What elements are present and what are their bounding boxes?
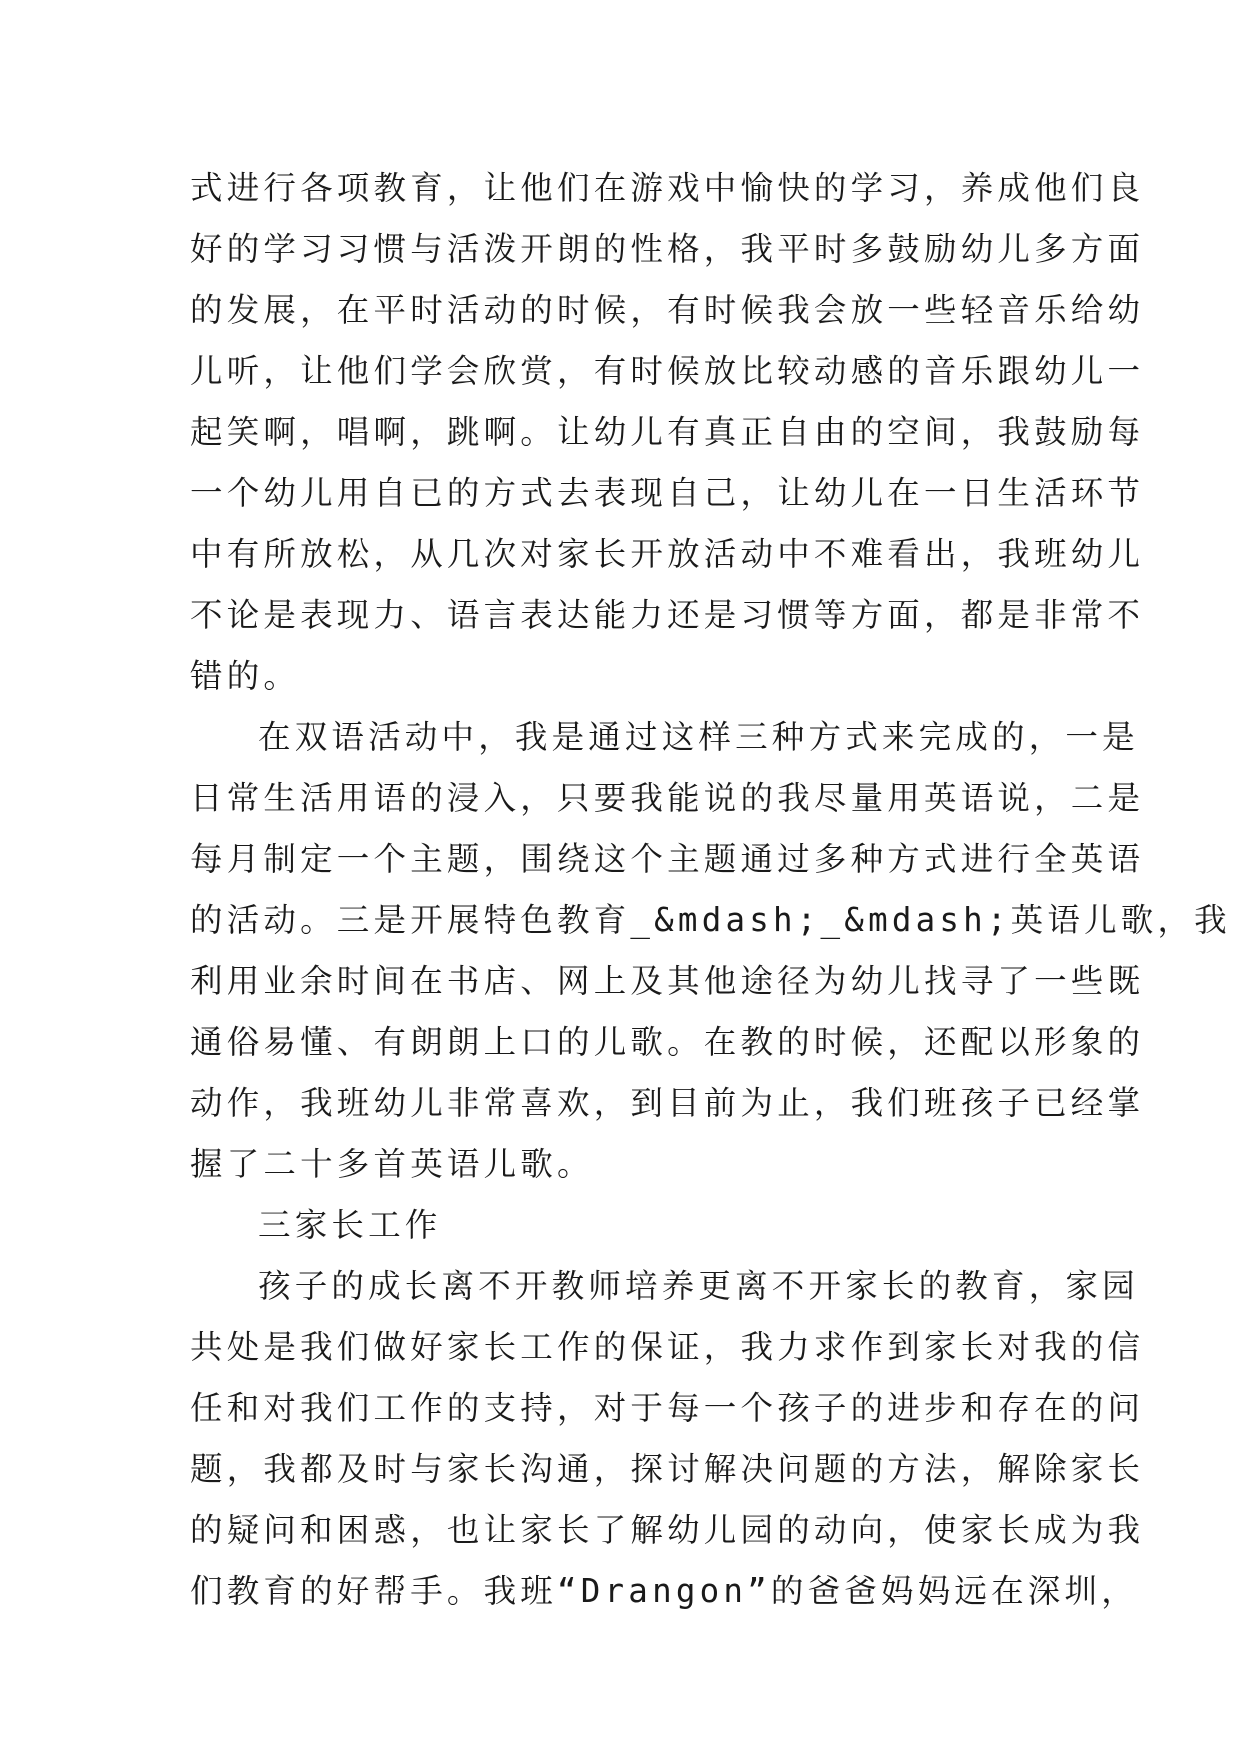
paragraph-line-24: 们教育的好帮手。我班“Drangon”的爸爸妈妈远在深圳， (190, 1572, 1138, 1610)
section-heading: 三家长工作 (258, 1206, 442, 1244)
paragraph-line-10: 在双语活动中，我是通过这样三种方式来完成的，一是 (258, 718, 1139, 756)
paragraph-line-9: 错的。 (190, 657, 301, 695)
paragraph-line-22: 题，我都及时与家长沟通，探讨解决问题的方法，解除家长 (190, 1450, 1145, 1488)
paragraph-line-4: 儿听，让他们学会欣赏，有时候放比较动感的音乐跟幼儿一 (190, 352, 1145, 390)
paragraph-line-2: 好的学习习惯与活泼开朗的性格，我平时多鼓励幼儿多方面 (190, 230, 1145, 268)
paragraph-line-1: 式进行各项教育，让他们在游戏中愉快的学习，养成他们良 (190, 169, 1145, 207)
paragraph-line-23: 的疑问和困惑，也让家长了解幼儿园的动向，使家长成为我 (190, 1511, 1145, 1549)
paragraph-line-11: 日常生活用语的浸入，只要我能说的我尽量用英语说，二是 (190, 779, 1145, 817)
paragraph-line-8: 不论是表现力、语言表达能力还是习惯等方面，都是非常不 (190, 596, 1145, 634)
document-body (190, 158, 1231, 1622)
paragraph-line-16: 动作，我班幼儿非常喜欢，到目前为止，我们班孩子已经掌 (190, 1084, 1145, 1122)
paragraph-line-20: 共处是我们做好家长工作的保证，我力求作到家长对我的信 (190, 1328, 1145, 1366)
paragraph-line-21: 任和对我们工作的支持，对于每一个孩子的进步和存在的问 (190, 1389, 1145, 1427)
paragraph-line-3: 的发展，在平时活动的时候，有时候我会放一些轻音乐给幼 (190, 291, 1145, 329)
paragraph-line-19: 孩子的成长离不开教师培养更离不开家长的教育，家园 (258, 1267, 1139, 1305)
paragraph-line-17: 握了二十多首英语儿歌。 (190, 1145, 594, 1183)
paragraph-line-5: 起笑啊，唱啊，跳啊。让幼儿有真正自由的空间，我鼓励每 (190, 413, 1145, 451)
paragraph-line-14: 利用业余时间在书店、网上及其他途径为幼儿找寻了一些既 (190, 962, 1145, 1000)
paragraph-line-13: 的活动。三是开展特色教育_&mdash;_&mdash;英语儿歌，我 (190, 901, 1231, 939)
paragraph-line-6: 一个幼儿用自已的方式去表现自己，让幼儿在一日生活环节 (190, 474, 1145, 512)
paragraph-line-12: 每月制定一个主题，围绕这个主题通过多种方式进行全英语 (190, 840, 1145, 878)
paragraph-line-15: 通俗易懂、有朗朗上口的儿歌。在教的时候，还配以形象的 (190, 1023, 1145, 1061)
paragraph-line-7: 中有所放松，从几次对家长开放活动中不难看出，我班幼儿 (190, 535, 1145, 573)
